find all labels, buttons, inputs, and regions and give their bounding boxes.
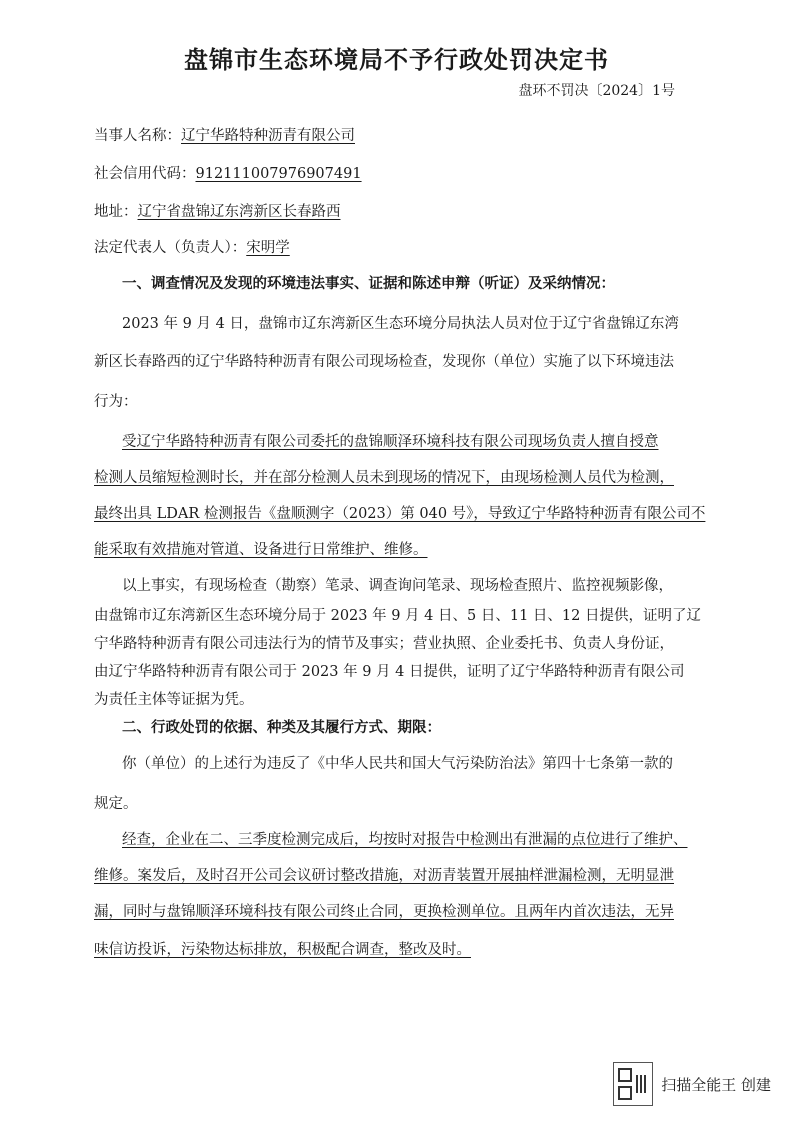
- address-row: [94, 200, 341, 221]
- address-label: 地址：: [94, 204, 138, 220]
- evidence-line: 宁华路特种沥青有限公司违法行为的情节及事实；营业执照、企业委托书、负责人身份证，: [94, 636, 674, 652]
- paragraph-line: 2023 年 9 月 4 日，盘锦市辽东湾新区生态环境分局执法人员对位于辽宁省盘锦辽东湾: [122, 316, 679, 332]
- party-name-row: [94, 124, 355, 145]
- violation-line: 检测人员缩短检测时长，并在部分检测人员未到现场的情况下，由现场检测人员代为检测，: [94, 470, 674, 486]
- credit-code-label: 社会信用代码：: [94, 166, 196, 182]
- rectification-line: 经查，企业在二、三季度检测完成后，均按时对报告中检测出有泄漏的点位进行了维护、: [122, 832, 688, 848]
- qr-code-icon: [613, 1062, 653, 1106]
- section2-heading: 二、行政处罚的依据、种类及其履行方式、期限：: [122, 720, 441, 736]
- document-title: 盘锦市生态环境局不予行政处罚决定书: [184, 46, 609, 74]
- evidence-line: 由盘锦市辽东湾新区生态环境分局于 2023 年 9 月 4 日、5 日、11 日、12 日提供，证明了辽: [94, 608, 701, 624]
- legal-rep-label: 法定代表人（负责人）：: [94, 240, 247, 256]
- paragraph-line: 行为：: [94, 394, 138, 410]
- basis-line: 规定。: [94, 796, 138, 812]
- party-name-label: 当事人名称：: [94, 128, 181, 144]
- evidence-line: 以上事实，有现场检查（勘察）笔录、调查询问笔录、现场检查照片、监控视频影像，: [122, 578, 673, 594]
- party-name: 辽宁华路特种沥青有限公司: [181, 128, 355, 144]
- document-number: 盘环不罚决〔2024〕1号: [518, 83, 675, 99]
- rectification-line: 维修。案发后，及时召开公司会议研讨整改措施，对沥青装置开展抽样泄漏检测，无明显泄: [94, 868, 674, 884]
- scanner-watermark: [613, 1062, 771, 1106]
- rectification-line: 味信访投诉，污染物达标排放，积极配合调查，整改及时。: [94, 942, 471, 958]
- violation-line: 能采取有效措施对管道、设备进行日常维护、维修。: [94, 542, 428, 558]
- rectification-line: 漏，同时与盘锦顺泽环境科技有限公司终止合同，更换检测单位。且两年内首次违法，无异: [94, 904, 674, 920]
- violation-line: 受辽宁华路特种沥青有限公司委托的盘锦顺泽环境科技有限公司现场负责人擅自授意: [122, 434, 659, 450]
- paragraph-line: 新区长春路西的辽宁华路特种沥青有限公司现场检查，发现你（单位）实施了以下环境违法: [94, 354, 674, 370]
- section1-heading: 一、调查情况及发现的环境违法事实、证据和陈述申辩（听证）及采纳情况：: [122, 276, 615, 292]
- credit-code: 912111007976907491: [195, 166, 362, 182]
- legal-rep-row: [94, 236, 290, 257]
- address: 辽宁省盘锦辽东湾新区长春路西: [137, 204, 341, 220]
- violation-line: 最终出具 LDAR 检测报告《盘顺测字（2023）第 040 号》，导致辽宁华路特种沥青有限公司不: [94, 506, 706, 522]
- basis-line: 你（单位）的上述行为违反了《中华人民共和国大气污染防治法》第四十七条第一款的: [122, 756, 673, 772]
- evidence-line: 由辽宁华路特种沥青有限公司于 2023 年 9 月 4 日提供，证明了辽宁华路特种沥青有限公司: [94, 664, 685, 680]
- legal-rep: 宋明学: [246, 240, 290, 256]
- credit-code-row: [94, 162, 362, 183]
- watermark-text: 扫描全能王 创建: [661, 1075, 771, 1094]
- evidence-line: 为责任主体等证据为凭。: [94, 692, 254, 708]
